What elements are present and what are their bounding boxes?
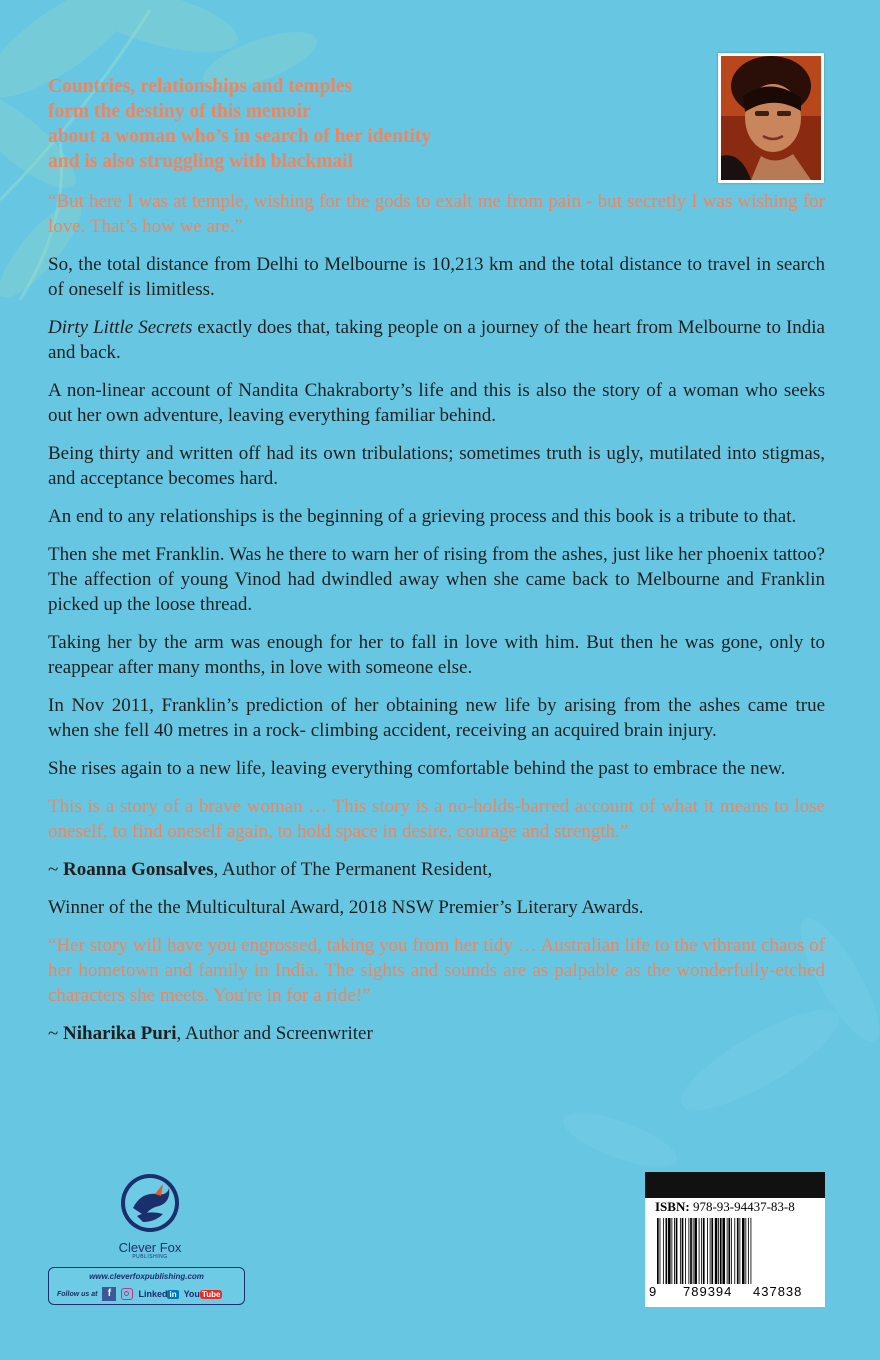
barcode-bar xyxy=(745,1218,746,1284)
opening-quote: “But here I was at temple, wishing for the gods to exalt me from pain - but secretly I was wishing for love. That’s how we are.” xyxy=(48,191,825,237)
isbn-barcode-block xyxy=(645,1172,825,1307)
instagram-icon[interactable] xyxy=(121,1288,133,1300)
barcode-bar xyxy=(688,1218,689,1284)
barcode-bar xyxy=(699,1218,700,1284)
paragraph: Being thirty and written off had its own tribulations; sometimes truth is ugly, mutilated into stigmas, and acceptance becomes hard. xyxy=(48,443,825,489)
youtube-badge: Tube xyxy=(201,1290,221,1299)
barcode-bar xyxy=(720,1218,722,1284)
barcode-bar xyxy=(693,1218,694,1284)
follow-label: Follow us at xyxy=(57,1290,98,1298)
isbn-number: 978-93-94437-83-8 xyxy=(689,1199,795,1214)
attribution-prefix: ~ xyxy=(48,859,64,880)
barcode-bar xyxy=(748,1218,749,1284)
reviewer-role: , Author and Screenwriter xyxy=(176,1023,373,1044)
tagline-line-3: about a woman who’s in search of her identity xyxy=(48,126,432,147)
barcode xyxy=(655,1218,817,1284)
review-quote-1: This is a story of a brave woman … This story is a no-holds-barred account of what it means to lose oneself, to find oneself again, to hold space in desire, courage and strength.” xyxy=(48,796,825,842)
paragraph: In Nov 2011, Franklin’s prediction of her obtaining new life by arising from the ashes came true when she fell 40 metres in a rock- climbing accident, receiving an acquired brain injury. xyxy=(48,695,825,741)
barcode-bar xyxy=(682,1218,684,1284)
barcode-bar xyxy=(660,1218,661,1284)
attribution-prefix: ~ xyxy=(48,1023,64,1044)
paragraph: She rises again to a new life, leaving everything comfortable behind the past to embrace the new. xyxy=(48,758,786,779)
facebook-icon[interactable]: f xyxy=(102,1287,116,1301)
book-title: Dirty Little Secrets xyxy=(48,317,193,338)
reviewer-role: , Author of The Permanent Resident, xyxy=(213,859,493,880)
barcode-bar xyxy=(742,1218,745,1284)
barcode-bar xyxy=(707,1218,708,1284)
paragraph: So, the total distance from Delhi to Melbourne is 10,213 km and the total distance to travel in search of oneself is limitless. xyxy=(48,254,825,300)
barcode-digits-left: 789394 xyxy=(683,1284,733,1299)
fox-logo-icon xyxy=(119,1172,181,1234)
publisher-contact-box xyxy=(48,1267,245,1305)
barcode-bar xyxy=(657,1218,659,1284)
publisher-website[interactable]: www.cleverfoxpublishing.com xyxy=(89,1272,204,1281)
isbn-prefix: ISBN: xyxy=(655,1199,690,1214)
author-photo xyxy=(718,53,824,183)
paragraph: Then she met Franklin. Was he there to warn her of rising from the ashes, just like her phoenix tattoo? The affection of young Vinod had dwindled away when she came back to Melbourne and Franklin picked up the loose thread. xyxy=(48,544,825,615)
reviewer-name: Niharika Puri xyxy=(63,1023,177,1044)
reviewer-award: Winner of the the Multicultural Award, 2018 NSW Premier’s Literary Awards. xyxy=(48,897,644,918)
barcode-bar xyxy=(751,1218,752,1284)
barcode-bar xyxy=(666,1218,668,1284)
barcode-bar xyxy=(718,1218,719,1284)
barcode-bar xyxy=(690,1218,692,1284)
barcode-bar xyxy=(731,1218,732,1284)
paragraph: A non-linear account of Nandita Chakraborty’s life and this is also the story of a woman who seeks out her own adventure, leaving everything familiar behind. xyxy=(48,380,825,426)
barcode-bar xyxy=(715,1218,718,1284)
youtube-text: You xyxy=(183,1289,200,1299)
barcode-bar xyxy=(701,1218,702,1284)
barcode-bar xyxy=(737,1218,739,1284)
book-paragraph-text: exactly does that, taking people on a journey of the heart from Melbourne to India and back. xyxy=(48,317,825,363)
barcode-bar xyxy=(739,1218,740,1284)
review-quote-2: “Her story will have you engrossed, taking you from her tidy … Australian life to the vibrant chaos of her hometown and family in India. The sights and sounds are as palpable as the wonderfully-etched characters she meets. You're in for a ride!” xyxy=(48,935,825,1006)
review-attribution-1 xyxy=(48,857,825,882)
publisher-name: Clever Fox xyxy=(118,1240,182,1255)
barcode-bar xyxy=(676,1218,678,1284)
publisher-sub: PUBLISHING xyxy=(132,1254,168,1260)
review-attribution-2 xyxy=(48,1021,825,1046)
reviewer-name: Roanna Gonsalves xyxy=(63,859,214,880)
barcode-bar xyxy=(674,1218,675,1284)
barcode-bar xyxy=(668,1218,671,1284)
barcode-bar xyxy=(663,1218,664,1284)
back-cover-text xyxy=(48,189,825,1059)
barcode-bar xyxy=(711,1218,713,1284)
author-portrait-image xyxy=(721,56,821,180)
barcode-bar xyxy=(722,1218,725,1284)
linkedin-icon[interactable] xyxy=(138,1289,178,1299)
barcode-bar xyxy=(671,1218,672,1284)
book-paragraph xyxy=(48,315,825,365)
tagline-line-4: and is also struggling with blackmail xyxy=(48,151,354,172)
isbn-label xyxy=(655,1199,795,1215)
linkedin-text: Linked xyxy=(138,1289,168,1299)
barcode-bar xyxy=(728,1218,730,1284)
barcode-bar xyxy=(703,1218,705,1284)
barcode-bar xyxy=(694,1218,697,1284)
barcode-bar xyxy=(727,1218,728,1284)
barcode-bar xyxy=(680,1218,681,1284)
linkedin-badge: in xyxy=(169,1290,177,1299)
barcode-digits-right: 437838 xyxy=(753,1284,803,1299)
social-row xyxy=(57,1287,222,1301)
tagline xyxy=(48,74,608,174)
paragraph: Taking her by the arm was enough for her to fall in love with him. But then he was gone, only to reappear after many months, in love with someone else. xyxy=(48,632,825,678)
barcode-bar xyxy=(685,1218,686,1284)
tagline-line-2: form the destiny of this memoir xyxy=(48,101,311,122)
barcode-digit-first: 9 xyxy=(649,1284,657,1299)
tagline-line-1: Countries, relationships and temples xyxy=(48,76,353,97)
paragraph: An end to any relationships is the beginning of a grieving process and this book is a tribute to that. xyxy=(48,506,797,527)
youtube-icon[interactable] xyxy=(184,1289,223,1299)
publisher-logo xyxy=(100,1172,200,1264)
barcode-bar xyxy=(710,1218,711,1284)
barcode-bar xyxy=(734,1218,735,1284)
isbn-header-bar xyxy=(645,1172,825,1198)
